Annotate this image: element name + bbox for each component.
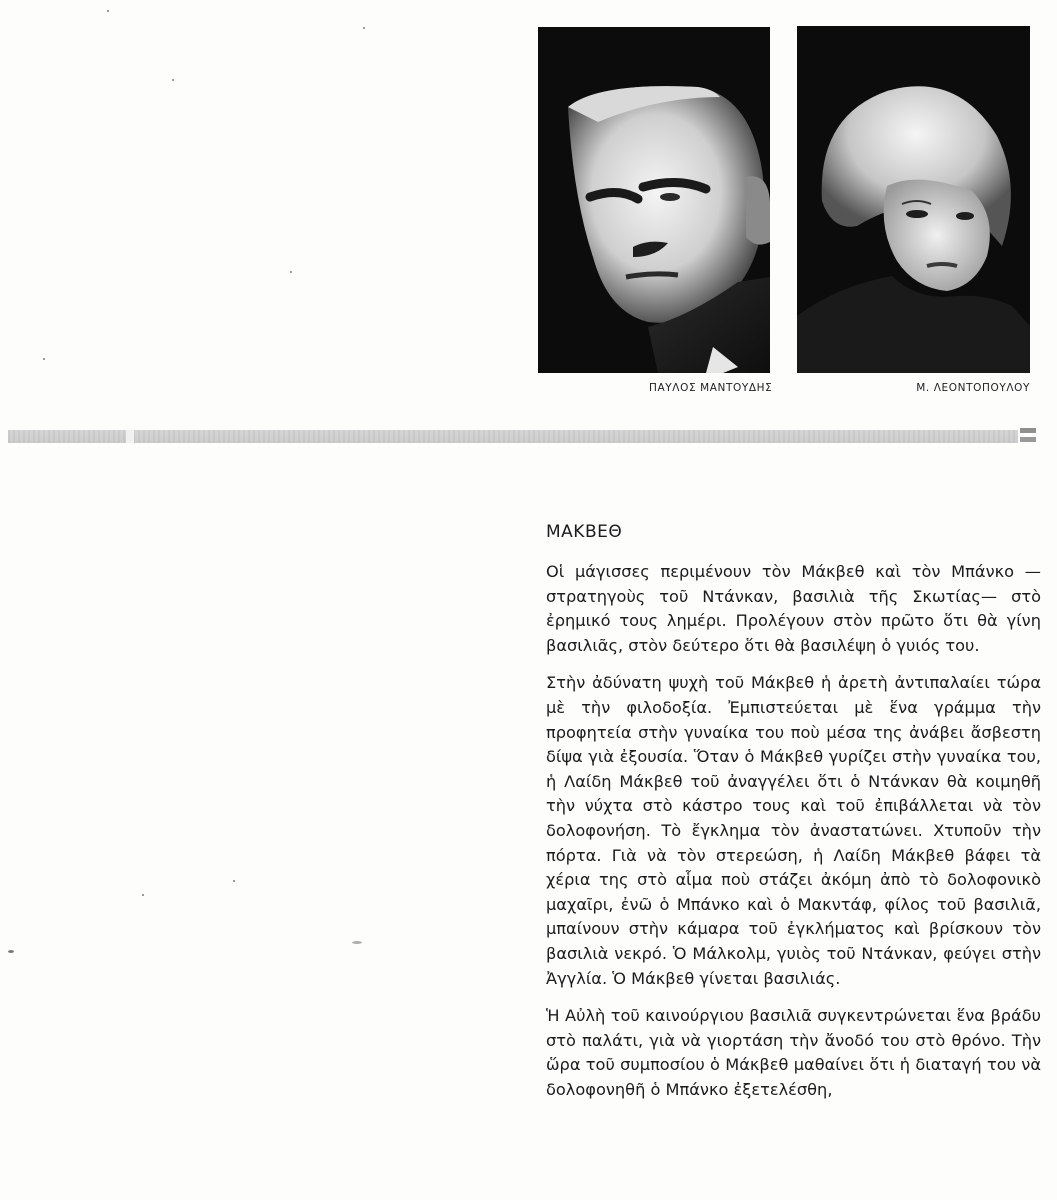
divider-end-mark xyxy=(1020,428,1036,444)
scan-speck xyxy=(107,10,109,12)
scan-speck xyxy=(172,79,174,81)
portrait-photo-m-leontopoulou xyxy=(797,26,1030,373)
article-paragraph: Οἱ μάγισσες περιμένουν τὸν Μάκβεθ καὶ τὸν Μπάνκο — στρατηγοὺς τοῦ Ντάνκαν, βασιλιὰ τῆς Σκωτίας— στὸ ἐρημικό τους λημέρι. Προλέγουν στὸν πρῶτο ὅτι θὰ γίνη βασιλιᾶς, στὸν δεύτερο ὅτι θὰ βασιλέψη ὁ γυιός του. xyxy=(546,562,1041,655)
article-paragraph: Ἡ Αὐλὴ τοῦ καινούργιου βασιλιᾶ συγκεντρώνεται ἕνα βράδυ στὸ παλάτι, γιὰ νὰ γιορτάση τὴν ἄνοδό του στὸ θρόνο. Τὴν ὥρα τοῦ συμποσίου ὁ Μάκβεθ μαθαίνει ὅτι ἡ διαταγή του νὰ δολοφονηθῆ ὁ Μπάνκο ἐξετελέσθη, xyxy=(546,1006,1041,1099)
scan-speck xyxy=(233,880,235,882)
scan-speck xyxy=(142,894,144,896)
divider-gap xyxy=(126,430,134,443)
scan-speck xyxy=(290,271,292,273)
halftone-divider xyxy=(8,430,1018,443)
woman-portrait-image xyxy=(797,26,1030,373)
article-title: ΜΑΚΒΕΘ xyxy=(546,522,623,542)
article-paragraph: Στὴν ἀδύνατη ψυχὴ τοῦ Μάκβεθ ἡ ἀρετὴ ἀντιπαλαίει τώρα μὲ τὴν φιλοδοξία. Ἐμπιστεύεται μὲ ἕνα γράμμα τὴν προφητεία στὴν γυναίκα του ποὺ μέσα της ἀνάβει ἄσβεστη δίψα γιὰ ἐξουσία. Ὅταν ὁ Μάκβεθ γυρίζει στὴν γυναίκα του, ἡ Λαίδη Μάκβεθ τοῦ ἀναγγέλει ὅτι ὁ Ντάνκαν θὰ κοιμηθῆ τὴν νύχτα στὸ κάστρο τους καὶ τοῦ ἐπιβάλλεται νὰ τὸν δολοφονήση. Τὸ ἔγκλημα τὸν ἀναστατώνει. Χτυποῦν τὴν πόρτα. Γιὰ νὰ τὸν στερεώση, ἡ Λαίδη Μάκβεθ βάφει τὰ χέρια της στὸ αἷμα ποὺ στάζει ἀκόμη ἀπὸ τὸ δολοφονικὸ μαχαῖρι, ἐνῶ ὁ Μπάνκο καὶ ὁ Μακντάφ, φίλος τοῦ βασιλιᾶ, μπαίνουν στὴν κάμαρα τοῦ ἐγκλήματος καὶ βρίσκουν τὸν βασιλιὰ νεκρό. Ὁ Μάλκολμ, γυιὸς τοῦ Ντάνκαν, φεύγει στὴν Ἀγγλία. Ὁ Μάκβεθ γίνεται βασιλιάς. xyxy=(546,673,1041,988)
portrait-photo-pavlos-mantoudis xyxy=(538,27,770,373)
synopsis-article xyxy=(546,520,1041,1115)
photo-caption: ΠΑΥΛΟΣ ΜΑΝΤΟΥΔΗΣ xyxy=(649,382,773,394)
man-portrait-image xyxy=(538,27,770,373)
photo-caption: Μ. ΛΕΟΝΤΟΠΟΥΛΟΥ xyxy=(916,382,1030,394)
scan-speck xyxy=(352,941,362,944)
scan-speck xyxy=(43,358,45,360)
scan-speck xyxy=(8,950,14,953)
scan-speck xyxy=(363,27,365,29)
